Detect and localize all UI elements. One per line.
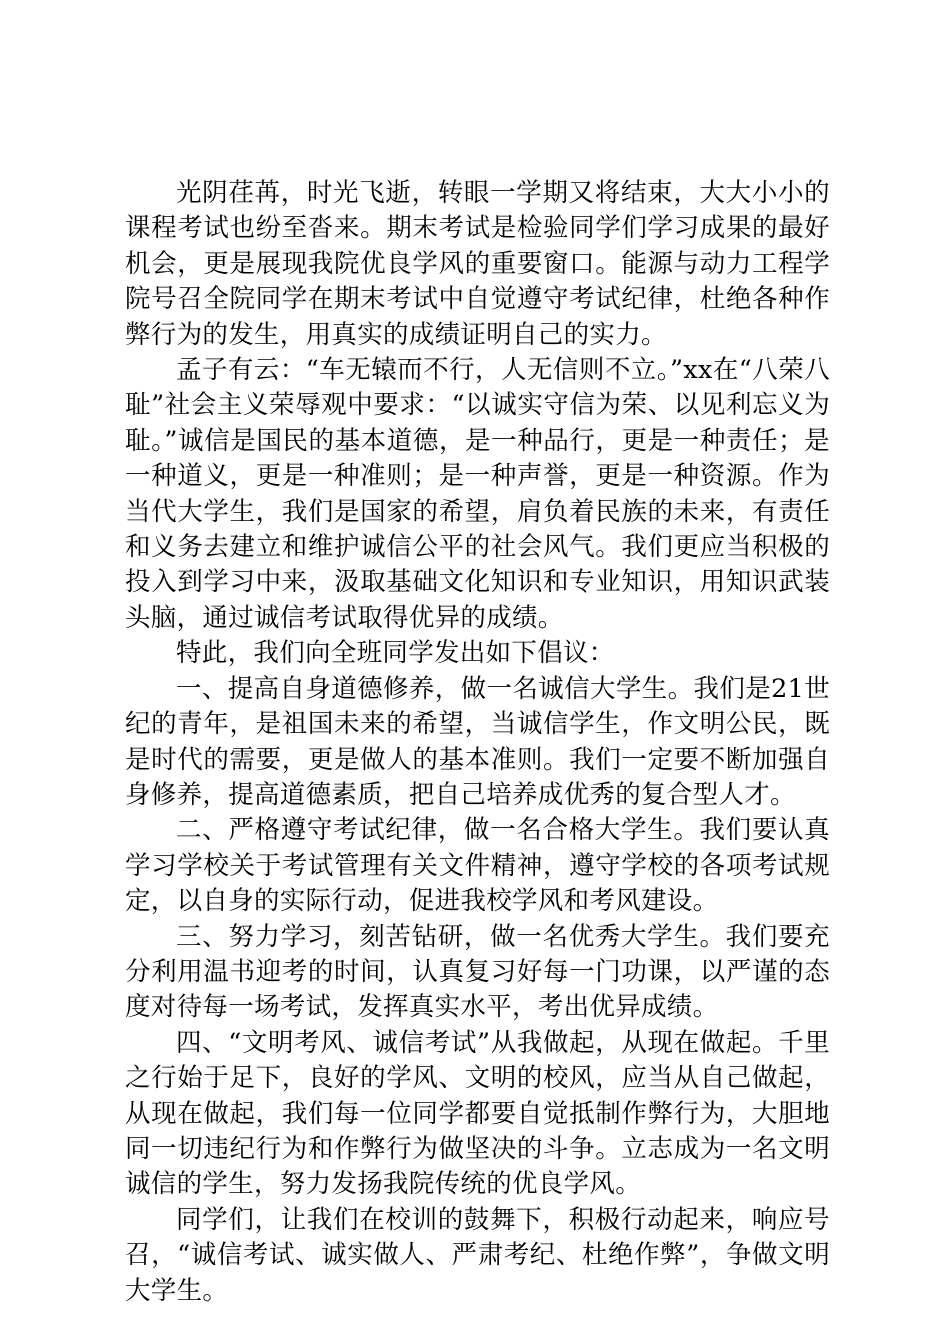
document-body	[125, 176, 830, 1309]
paragraph-intro: 光阴荏苒，时光飞逝，转眼一学期又将结束，大大小小的课程考试也纷至沓来。期末考试是检验同学们学习成果的最好机会，更是展现我院优良学风的重要窗口。能源与动力工程学院号召全院同学在期末考试中自觉遵守考试纪律，杜绝各种作弊行为的发生，用真实的成绩证明自己的实力。	[125, 178, 830, 350]
paragraph-item-one: 一、提高自身道德修养，做一名诚信大学生。我们是21世纪的青年，是祖国未来的希望，当诚信学生，作文明公民，既是时代的需要，更是做人的基本准则。我们一定要不断加强自身修养，提高道德素质，把自己培养成优秀的复合型人才。	[125, 673, 830, 810]
paragraph-mencius-quote: 孟子有云：“车无辕而不行，人无信则不立。”xx在“八荣八耻”社会主义荣辱观中要求：“以诚实守信为荣、以见利忘义为耻。”诚信是国民的基本道德，是一种品行，更是一种责任；是一种道义，更是一种准则；是一种声誉，更是一种资源。作为当代大学生，我们是国家的希望，肩负着民族的未来，有责任和义务去建立和维护诚信公平的社会风气。我们更应当积极的投入到学习中来，汲取基础文化知识和专业知识，用知识武装头脑，通过诚信考试取得优异的成绩。	[125, 355, 830, 633]
paragraph-item-four: 四、“文明考风、诚信考试”从我做起，从现在做起。千里之行始于足下，良好的学风、文明的校风，应当从自己做起，从现在做起，我们每一位同学都要自觉抵制作弊行为，大胆地同一切违纪行为和作弊行为做坚决的斗争。立志成为一名文明诚信的学生，努力发扬我院传统的优良学风。	[125, 1027, 830, 1200]
paragraph-item-three: 三、努力学习，刻苦钻研，做一名优秀大学生。我们要充分利用温书迎考的时间，认真复习好每一门功课，以严谨的态度对待每一场考试，发挥真实水平，考出优异成绩。	[125, 921, 830, 1023]
paragraph-item-two: 二、严格遵守考试纪律，做一名合格大学生。我们要认真学习学校关于考试管理有关文件精神，遵守学校的各项考试规定，以自身的实际行动，促进我校学风和考风建设。	[125, 815, 830, 917]
paragraph-proposal-lead: 特此，我们向全班同学发出如下倡议：	[176, 638, 615, 669]
paragraph-closing: 同学们，让我们在校训的鼓舞下，积极行动起来，响应号召，“诚信考试、诚实做人、严肃考纪、杜绝作弊”，争做文明大学生。	[125, 1204, 830, 1306]
